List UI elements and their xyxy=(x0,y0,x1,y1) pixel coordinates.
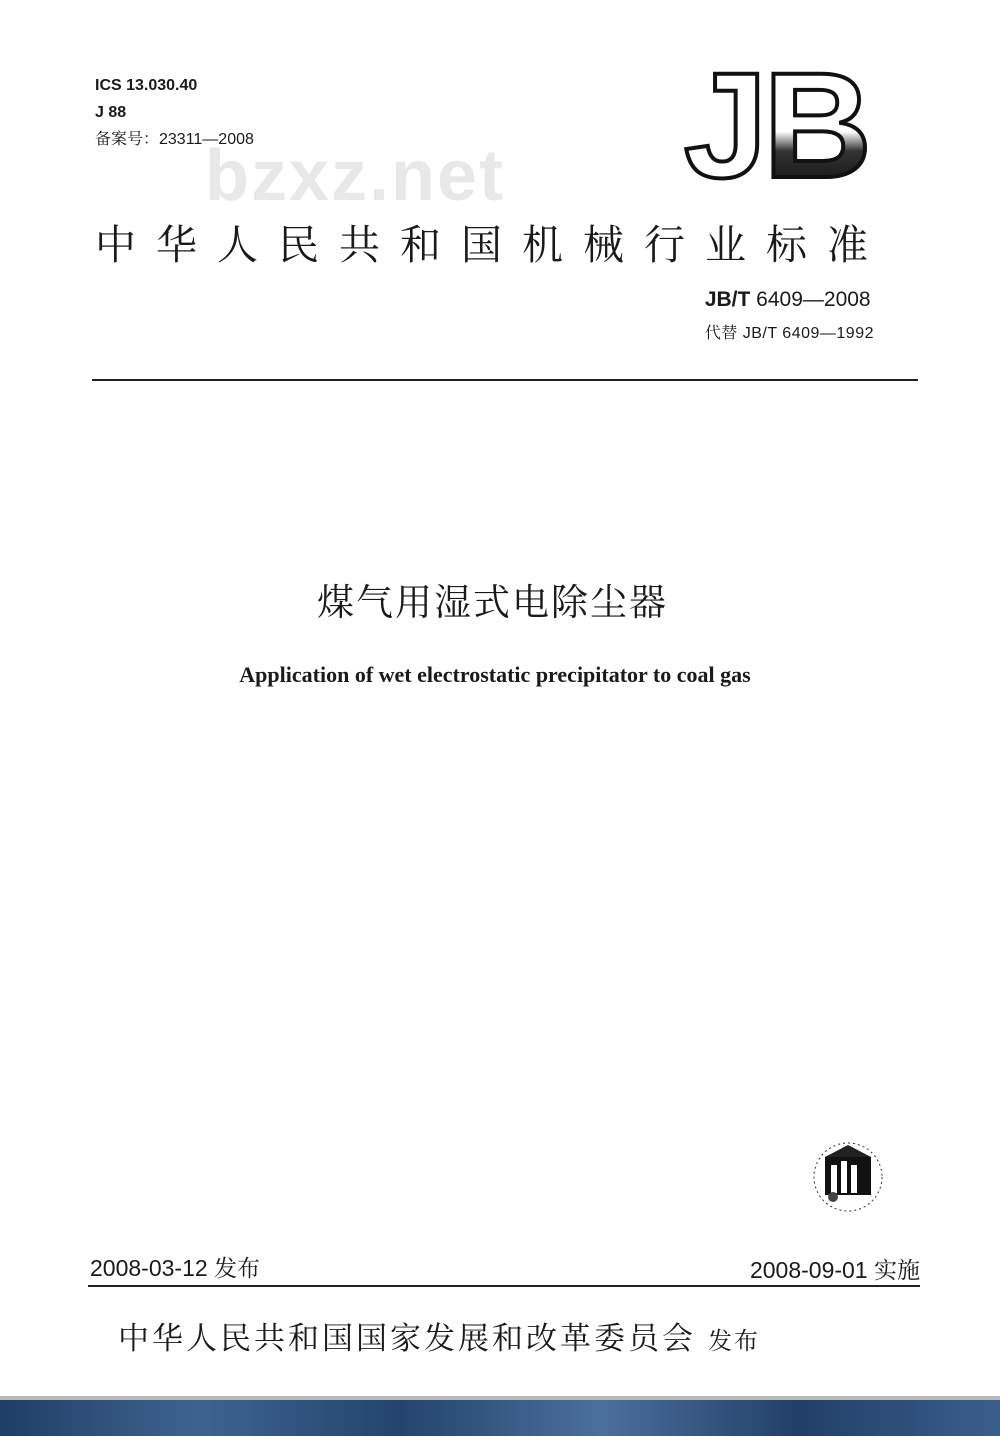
standard-number-block xyxy=(705,288,874,343)
publisher-suffix: 发布 xyxy=(708,1327,760,1355)
record-number: 备案号：23311—2008 xyxy=(95,131,254,148)
document-title-en: Application of wet electrostatic precipitator to coal gas xyxy=(239,662,751,687)
press-logo-icon xyxy=(803,1135,893,1215)
class-code: J 88 xyxy=(95,104,127,121)
document-title-zh: 煤气用湿式电除尘器 xyxy=(317,581,668,624)
standard-category-title: 中华人民共和国机械行业标准 xyxy=(95,221,888,269)
standard-prefix: JB/T xyxy=(704,288,751,311)
standard-number: 6409—2008 xyxy=(756,288,871,311)
jb-logo-j: J xyxy=(684,41,764,209)
jb-logo-b: B xyxy=(763,41,868,209)
publisher-name: 中华人民共和国国家发展和改革委员会 xyxy=(118,1321,696,1357)
top-divider xyxy=(92,379,918,381)
ics-code: ICS 13.030.40 xyxy=(95,77,198,94)
jb-logo xyxy=(684,41,874,209)
watermark: bzxz.net xyxy=(205,136,506,216)
bottom-divider xyxy=(88,1285,920,1287)
replaces-note: 代替 JB/T 6409—1992 xyxy=(704,325,874,342)
viewer-background-band xyxy=(0,1400,1000,1436)
issue-date: 2008-03-12 发布 xyxy=(90,1255,261,1281)
publisher xyxy=(118,1313,760,1358)
effective-date: 2008-09-01 实施 xyxy=(749,1257,920,1283)
